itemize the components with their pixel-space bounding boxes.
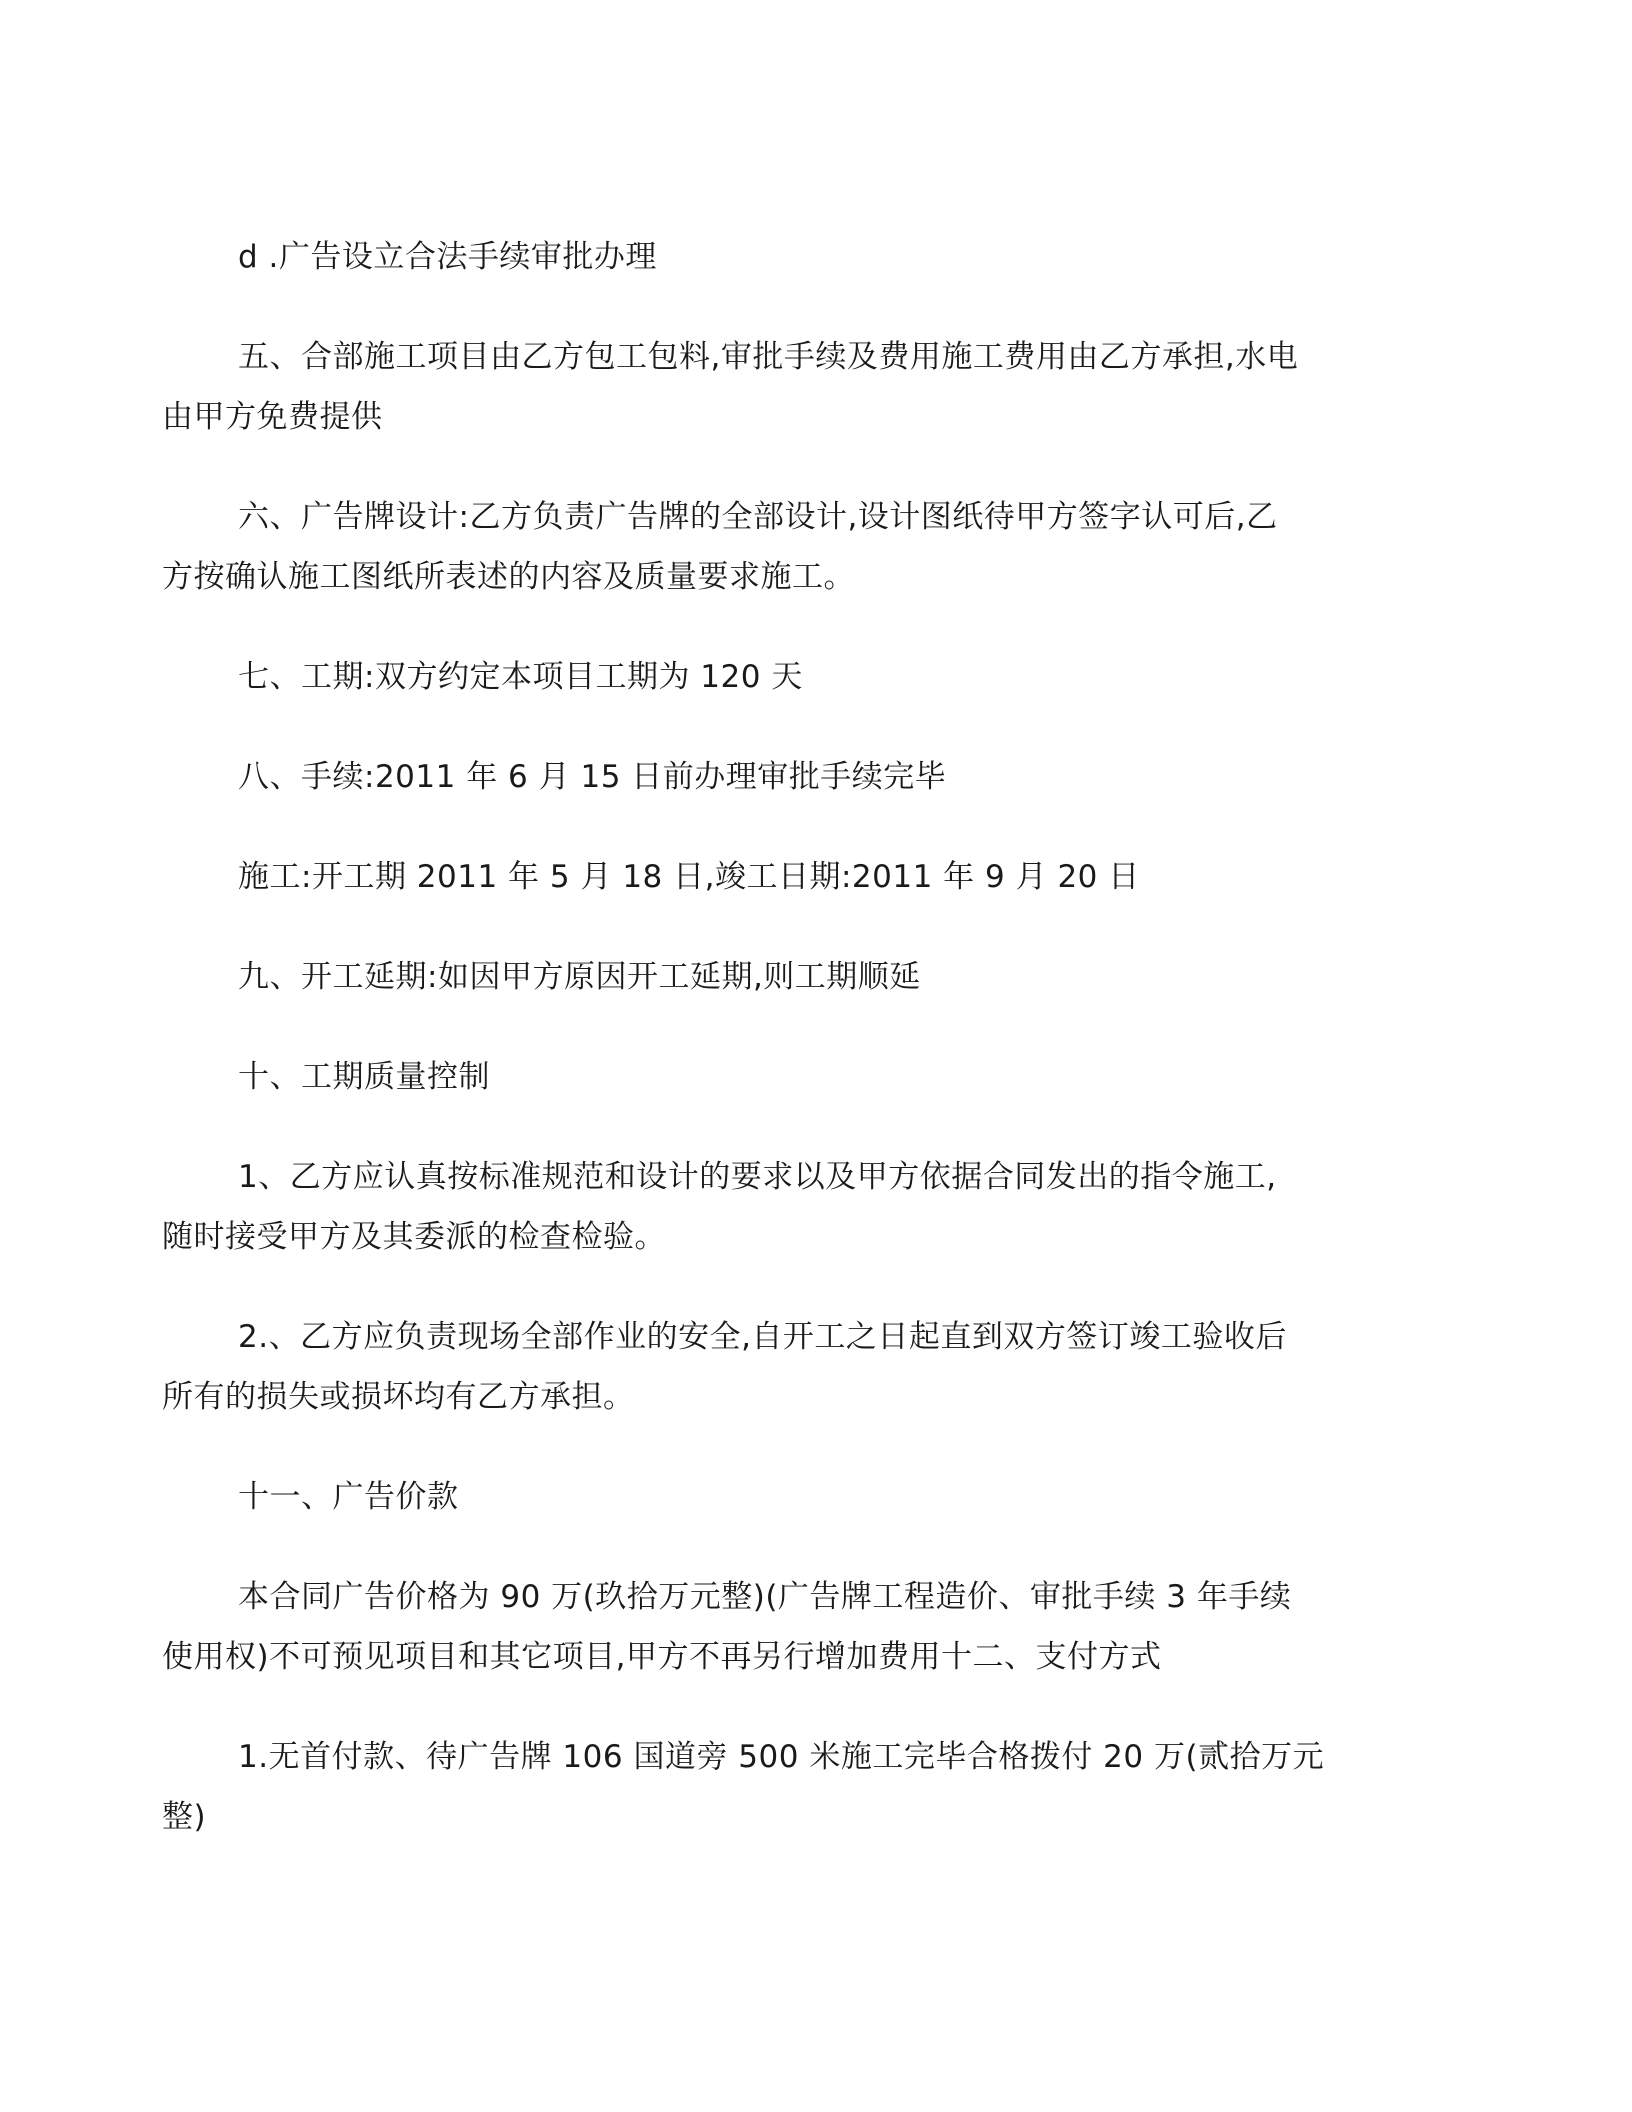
- paragraph-price: [162, 1567, 1380, 1687]
- paragraph-section-6: [162, 487, 1380, 607]
- paragraph-section-11: [238, 1467, 1380, 1527]
- paragraph-section-10: [238, 1047, 1380, 1107]
- paragraph-line: 本合同广告价格为 90 万(玖拾万元整)(广告牌工程造价、审批手续 3 年手续: [238, 1579, 1292, 1615]
- paragraph-line: 2.、乙方应负责现场全部作业的安全,自开工之日起直到双方签订竣工验收后: [238, 1319, 1287, 1355]
- paragraph-line: 施工:开工期 2011 年 5 月 18 日,竣工日期:2011 年 9 月 20 日: [238, 859, 1140, 895]
- paragraph-item-d: [238, 227, 1380, 287]
- paragraph-line: 七、工期:双方约定本项目工期为 120 天: [238, 659, 803, 695]
- paragraph-line: d .广告设立合法手续审批办理: [238, 239, 657, 275]
- paragraph-section-9: [238, 947, 1380, 1007]
- paragraph-line: 八、手续:2011 年 6 月 15 日前办理审批手续完毕: [238, 759, 947, 795]
- paragraph-line: 1、乙方应认真按标准规范和设计的要求以及甲方依据合同发出的指令施工,: [238, 1159, 1277, 1195]
- paragraph-line: 十一、广告价款: [238, 1479, 459, 1515]
- paragraph-line: 由甲方免费提供: [162, 399, 383, 435]
- paragraph-payment-1: [162, 1727, 1380, 1847]
- paragraph-item-2: [162, 1307, 1380, 1427]
- paragraph-section-7: [238, 647, 1380, 707]
- paragraph-line: 十、工期质量控制: [238, 1059, 490, 1095]
- paragraph-line: 方按确认施工图纸所表述的内容及质量要求施工。: [162, 559, 855, 595]
- paragraph-line: 五、合部施工项目由乙方包工包料,审批手续及费用施工费用由乙方承担,水电: [238, 339, 1299, 375]
- paragraph-line: 九、开工延期:如因甲方原因开工延期,则工期顺延: [238, 959, 921, 995]
- paragraph-construction-dates: [238, 847, 1380, 907]
- paragraph-line: 所有的损失或损坏均有乙方承担。: [162, 1379, 635, 1415]
- paragraph-section-5: [162, 327, 1380, 447]
- paragraph-line: 1.无首付款、待广告牌 106 国道旁 500 米施工完毕合格拨付 20 万(贰拾万元: [238, 1739, 1325, 1775]
- paragraph-line: 使用权)不可预见项目和其它项目,甲方不再另行增加费用十二、支付方式: [162, 1639, 1162, 1675]
- paragraph-line: 随时接受甲方及其委派的检查检验。: [162, 1219, 666, 1255]
- paragraph-line: 整): [162, 1799, 207, 1835]
- paragraph-section-8: [238, 747, 1380, 807]
- paragraph-item-1: [162, 1147, 1380, 1267]
- paragraph-line: 六、广告牌设计:乙方负责广告牌的全部设计,设计图纸待甲方签字认可后,乙: [238, 499, 1278, 535]
